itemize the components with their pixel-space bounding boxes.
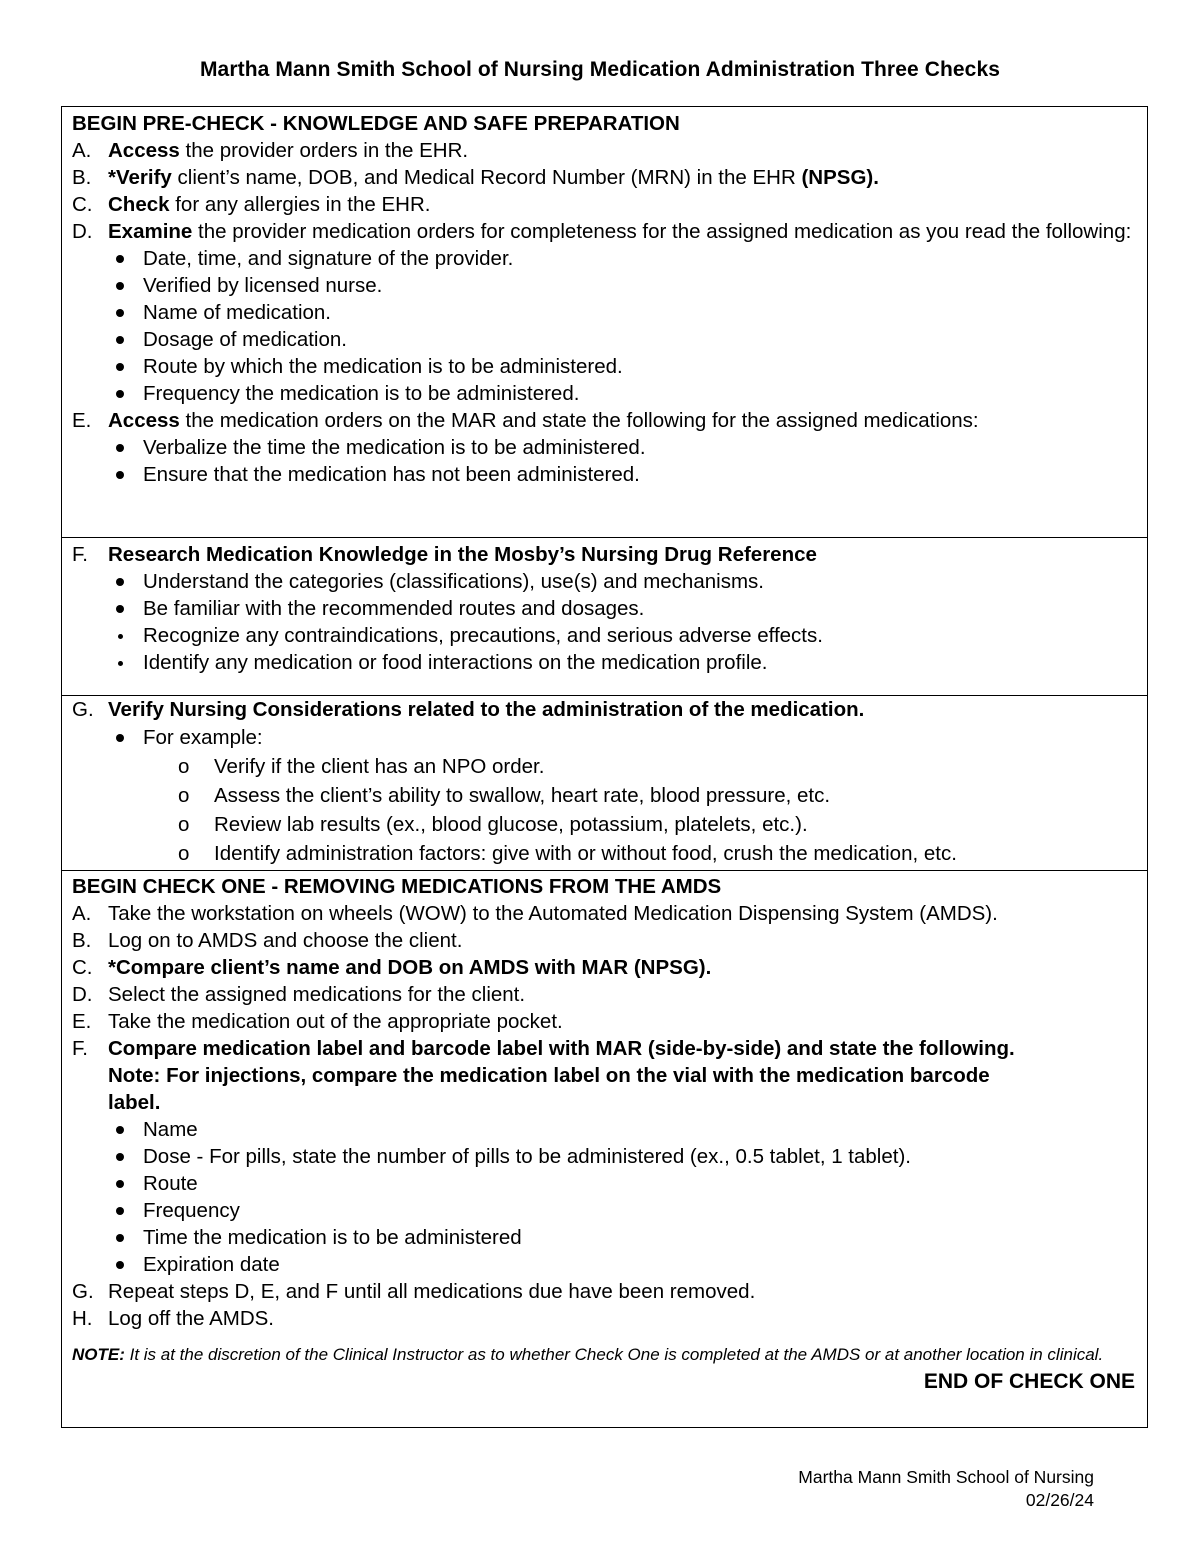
circle-bullet-icon: o	[178, 813, 190, 836]
step-text: Log on to AMDS and choose the client.	[108, 929, 463, 952]
list-item: Understand the categories (classifications), use(s) and mechanisms.	[72, 568, 1137, 595]
research-heading: Research Medication Knowledge in the Mosby’s Nursing Drug Reference	[108, 543, 817, 566]
sub-item-text: Assess the client’s ability to swallow, heart rate, blood pressure, etc.	[214, 784, 831, 807]
check-one-step-d	[72, 981, 1137, 1008]
sub-item-text: Review lab results (ex., blood glucose, potassium, platelets, etc.).	[214, 813, 808, 836]
nursing-heading: Verify Nursing Considerations related to the administration of the medication.	[108, 698, 865, 721]
list-item: Verbalize the time the medication is to be administered.	[72, 434, 1137, 461]
footer-date: 02/26/24	[1025, 1490, 1094, 1510]
step-text: the provider medication orders for completeness for the assigned medication as you read the following:	[192, 220, 1132, 243]
pre-check-step-e	[72, 407, 1137, 434]
step-letter: F.	[72, 543, 88, 566]
step-letter: G.	[72, 1280, 94, 1303]
list-item: Date, time, and signature of the provider.	[72, 245, 1137, 272]
sub-list-item	[72, 810, 1137, 839]
check-one-step-a	[72, 900, 1137, 927]
step-letter: F.	[72, 1037, 88, 1060]
check-one-note	[72, 1344, 1137, 1366]
list-item: Frequency the medication is to be administered.	[72, 380, 1137, 407]
list-item: Be familiar with the recommended routes and dosages.	[72, 595, 1137, 622]
note-text: It is at the discretion of the Clinical Instructor as to whether Check One is completed at the AMDS or at another location in clinical.	[124, 1345, 1104, 1364]
step-letter: E.	[72, 409, 92, 432]
step-letter: C.	[72, 956, 93, 979]
list-item: Recognize any contraindications, precautions, and serious adverse effects.	[72, 622, 1137, 649]
npsg-tag: (NPSG).	[801, 166, 879, 189]
step-keyword: Examine	[108, 220, 193, 243]
step-text: *Compare client’s name and DOB on AMDS with MAR (NPSG).	[108, 956, 712, 979]
list-item: Expiration date	[72, 1251, 1137, 1278]
research-section	[61, 537, 1148, 696]
step-keyword: Access	[108, 139, 180, 162]
check-one-step-c	[72, 954, 1137, 981]
list-item: Name	[72, 1116, 1137, 1143]
sub-list-item	[72, 839, 1137, 868]
step-letter: D.	[72, 220, 93, 243]
step-text: Repeat steps D, E, and F until all medications due have been removed.	[108, 1280, 756, 1303]
circle-bullet-icon: o	[178, 842, 190, 865]
list-item: Route by which the medication is to be administered.	[72, 353, 1137, 380]
check-one-step-e	[72, 1008, 1137, 1035]
check-one-section	[61, 870, 1148, 1428]
step-letter: D.	[72, 983, 93, 1006]
step-letter: B.	[72, 929, 92, 952]
check-one-heading: BEGIN CHECK ONE - REMOVING MEDICATIONS FROM THE AMDS	[72, 875, 722, 898]
step-text: for any allergies in the EHR.	[169, 193, 431, 216]
step-keyword: Access	[108, 409, 180, 432]
sub-item-text: Verify if the client has an NPO order.	[214, 755, 545, 778]
sub-list-item	[72, 781, 1137, 810]
step-keyword: *Verify	[108, 166, 172, 189]
list-item: Dosage of medication.	[72, 326, 1137, 353]
step-letter: G.	[72, 698, 94, 721]
step-letter: C.	[72, 193, 93, 216]
check-one-step-h	[72, 1305, 1137, 1332]
list-item: Name of medication.	[72, 299, 1137, 326]
list-item: Frequency	[72, 1197, 1137, 1224]
step-text: client’s name, DOB, and Medical Record Number (MRN) in the EHR	[171, 166, 802, 189]
step-text: the medication orders on the MAR and state the following for the assigned medications:	[179, 409, 979, 432]
step-text: Log off the AMDS.	[108, 1307, 275, 1330]
list-item: For example:	[72, 724, 1137, 752]
note-label: NOTE:	[72, 1345, 125, 1364]
list-item: Verified by licensed nurse.	[72, 272, 1137, 299]
check-one-step-f	[72, 1035, 1137, 1116]
pre-check-heading: BEGIN PRE-CHECK - KNOWLEDGE AND SAFE PREPARATION	[72, 112, 680, 135]
step-letter: H.	[72, 1307, 93, 1330]
step-text: Take the medication out of the appropriate pocket.	[108, 1010, 563, 1033]
list-item: Identify any medication or food interactions on the medication profile.	[72, 649, 1137, 676]
step-letter: A.	[72, 139, 92, 162]
step-letter: A.	[72, 902, 92, 925]
list-item: Route	[72, 1170, 1137, 1197]
step-letter: E.	[72, 1010, 92, 1033]
footer-school: Martha Mann Smith School of Nursing	[798, 1467, 1094, 1487]
end-of-check-one: END OF CHECK ONE	[923, 1370, 1135, 1393]
pre-check-section	[61, 106, 1148, 538]
list-item: Dose - For pills, state the number of pills to be administered (ex., 0.5 tablet, 1 tablet).	[72, 1143, 1137, 1170]
step-text: Compare medication label and barcode label with MAR (side-by-side) and state the following. Note: For injections, compare the medication label on the vial with the medication barcode label.	[108, 1037, 1015, 1114]
research-heading-line	[72, 541, 1137, 568]
footer	[798, 1466, 1094, 1512]
step-text: Select the assigned medications for the client.	[108, 983, 526, 1006]
step-keyword: Check	[108, 193, 170, 216]
list-item: Time the medication is to be administered	[72, 1224, 1137, 1251]
sub-list-item	[72, 752, 1137, 781]
nursing-heading-line	[72, 696, 1137, 724]
pre-check-step-d	[72, 218, 1137, 245]
circle-bullet-icon: o	[178, 755, 190, 778]
sub-item-text: Identify administration factors: give with or without food, crush the medication, etc.	[214, 842, 957, 865]
pre-check-step-a	[72, 137, 1137, 164]
step-text: the provider orders in the EHR.	[179, 139, 469, 162]
list-item: Ensure that the medication has not been administered.	[72, 461, 1137, 488]
check-one-step-b	[72, 927, 1137, 954]
pre-check-step-c	[72, 191, 1137, 218]
circle-bullet-icon: o	[178, 784, 190, 807]
step-text: Take the workstation on wheels (WOW) to the Automated Medication Dispensing System (AMDS).	[108, 902, 998, 925]
check-one-step-g	[72, 1278, 1137, 1305]
nursing-considerations-section	[61, 695, 1148, 871]
step-letter: B.	[72, 166, 92, 189]
page-title: Martha Mann Smith School of Nursing Medication Administration Three Checks	[199, 58, 1001, 81]
pre-check-step-b	[72, 164, 1137, 191]
